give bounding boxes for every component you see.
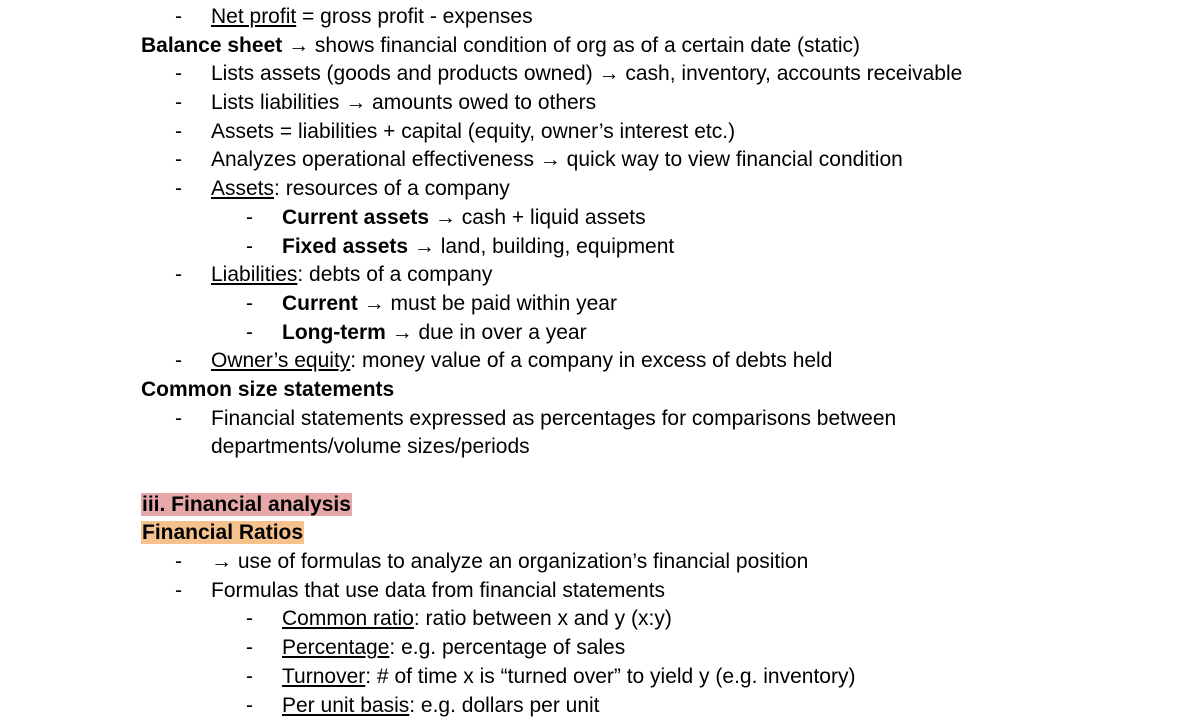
common-size-heading: Common size statements	[141, 377, 395, 401]
bullet-dash: -	[175, 91, 182, 115]
balance-sheet-item-text: Lists liabilities → amounts owed to others	[211, 91, 597, 115]
bullet-dash: -	[175, 406, 182, 430]
bullet-dash: -	[175, 550, 182, 574]
ratio-type-term: Percentage	[282, 636, 390, 660]
bullet-dash: -	[246, 205, 253, 229]
liabilities-term: Liabilities	[211, 263, 298, 287]
current-assets-line	[0, 204, 1200, 233]
bullet-dash: -	[246, 234, 253, 258]
ratio-type-line	[0, 605, 1200, 634]
long-term-liabilities-line	[0, 319, 1200, 348]
list-item	[0, 146, 1200, 175]
bullet-dash: -	[246, 320, 253, 344]
ratio-type-line	[0, 634, 1200, 663]
list-item	[0, 548, 1200, 577]
balance-sheet-item-text: Lists assets (goods and products owned) → cash, inventory, accounts receivable	[211, 62, 963, 86]
bullet-dash: -	[175, 62, 182, 86]
owners-equity-line	[0, 347, 1200, 376]
long-term-definition: → due in over a year	[385, 320, 587, 344]
ratio-type-term: Per unit basis	[282, 693, 410, 717]
financial-analysis-heading-line	[0, 491, 1200, 520]
fixed-assets-line	[0, 233, 1200, 262]
bullet-dash: -	[175, 148, 182, 172]
liabilities-definition: : debts of a company	[297, 263, 493, 287]
ratio-type-definition: : # of time x is “turned over” to yield y (e.g. inventory)	[365, 664, 856, 688]
ratio-type-line	[0, 663, 1200, 692]
list-item	[0, 405, 1200, 434]
bullet-dash: -	[175, 177, 182, 201]
assets-term: Assets	[211, 177, 275, 201]
common-size-heading-line	[0, 376, 1200, 405]
list-item	[0, 89, 1200, 118]
financial-ratios-item-text: Formulas that use data from financial statements	[211, 578, 666, 602]
owners-equity-term: Owner’s equity	[211, 349, 351, 373]
current-liabilities-term: Current	[282, 291, 358, 315]
owners-equity-definition: : money value of a company in excess of debts held	[350, 349, 833, 373]
fixed-assets-term: Fixed assets	[282, 234, 409, 258]
current-liabilities-definition: → must be paid within year	[357, 291, 617, 315]
net-profit-line	[0, 3, 1200, 32]
common-size-item-text: Financial statements expressed as percentages for comparisons between	[211, 406, 897, 430]
balance-sheet-item-text: Analyzes operational effectiveness → quick way to view financial condition	[211, 148, 903, 172]
spacer	[0, 462, 1200, 491]
bullet-dash: -	[175, 5, 182, 28]
bullet-dash: -	[246, 664, 253, 688]
long-term-term: Long-term	[282, 320, 386, 344]
financial-analysis-heading: iii. Financial analysis	[142, 492, 351, 516]
financial-ratios-item-text: → use of formulas to analyze an organization’s financial position	[211, 550, 809, 574]
current-liabilities-line	[0, 290, 1200, 319]
document-body	[0, 3, 1200, 720]
list-item	[0, 60, 1200, 89]
list-item-continuation	[0, 433, 1200, 462]
bullet-dash: -	[175, 578, 182, 602]
bullet-dash: -	[246, 291, 253, 315]
current-assets-definition: → cash + liquid assets	[429, 205, 646, 229]
ratio-type-term: Turnover	[282, 664, 366, 688]
bullet-dash: -	[246, 693, 253, 717]
ratio-type-line	[0, 692, 1200, 721]
net-profit-term: Net profit	[211, 5, 297, 28]
bullet-dash: -	[175, 119, 182, 143]
bullet-dash: -	[246, 636, 253, 660]
assets-line	[0, 175, 1200, 204]
bullet-dash: -	[175, 349, 182, 373]
balance-sheet-description: → shows financial condition of org as of a certain date (static)	[282, 33, 861, 57]
balance-sheet-item-text: Assets = liabilities + capital (equity, owner’s interest etc.)	[211, 119, 736, 143]
bullet-dash: -	[175, 263, 182, 287]
ratio-type-term: Common ratio	[282, 607, 414, 631]
common-size-item-text-continued: departments/volume sizes/periods	[211, 435, 530, 459]
list-item	[0, 118, 1200, 147]
ratio-type-definition: : e.g. percentage of sales	[389, 636, 626, 660]
net-profit-definition: = gross profit - expenses	[296, 5, 533, 28]
ratio-type-definition: : e.g. dollars per unit	[409, 693, 600, 717]
current-assets-term: Current assets	[282, 205, 430, 229]
liabilities-line	[0, 261, 1200, 290]
list-item	[0, 577, 1200, 606]
financial-ratios-heading: Financial Ratios	[142, 521, 304, 545]
balance-sheet-heading: Balance sheet	[141, 33, 283, 57]
balance-sheet-heading-line	[0, 32, 1200, 61]
ratio-type-definition: : ratio between x and y (x:y)	[413, 607, 672, 631]
assets-definition: : resources of a company	[274, 177, 510, 201]
financial-ratios-heading-line	[0, 519, 1200, 548]
bullet-dash: -	[246, 607, 253, 631]
fixed-assets-definition: → land, building, equipment	[408, 234, 675, 258]
